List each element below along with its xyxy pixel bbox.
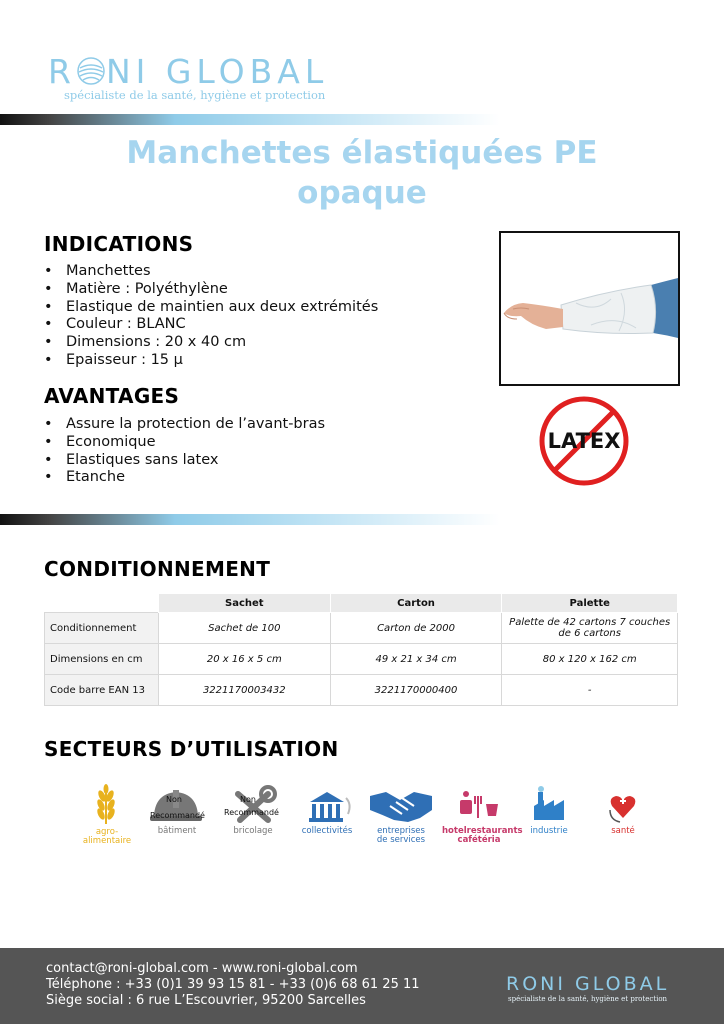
no-latex-badge xyxy=(537,394,631,488)
list-item: • Dimensions : 20 x 40 cm xyxy=(44,334,378,352)
row-label: Code barre EAN 13 xyxy=(45,675,159,706)
wheat-icon xyxy=(70,784,144,826)
sector-sante xyxy=(586,784,660,854)
table-cell: 3221170000400 xyxy=(330,675,502,706)
table-row xyxy=(45,675,678,706)
table-row xyxy=(45,644,678,675)
town-hall-icon xyxy=(290,784,364,826)
footer-phone-line: Téléphone : +33 (0)1 39 93 15 81 - +33 (0)6 68 61 25 11 xyxy=(46,977,420,992)
footer-contact xyxy=(46,961,420,1009)
table-cell: 20 x 16 x 5 cm xyxy=(158,644,330,675)
table-cell: Carton de 2000 xyxy=(330,613,502,644)
sector-label: entreprises xyxy=(377,826,425,836)
column-header: Sachet xyxy=(158,594,330,613)
table-row xyxy=(45,613,678,644)
prohibited-icon xyxy=(537,394,631,488)
logo-text: NI GLOBAL xyxy=(105,52,329,91)
list-item: • Epaisseur : 15 µ xyxy=(44,352,378,370)
arm-sleeve-illustration xyxy=(501,233,678,384)
sector-label: collectivités xyxy=(301,826,353,836)
brand-logo xyxy=(48,52,329,102)
table-cell: Sachet de 100 xyxy=(158,613,330,644)
list-item: • Couleur : BLANC xyxy=(44,316,378,334)
table-cell: 3221170003432 xyxy=(158,675,330,706)
brand-tagline: spécialiste de la santé, hygiène et protection xyxy=(64,88,326,102)
list-item: • Matière : Polyéthylène xyxy=(44,281,378,299)
divider-bar-middle xyxy=(0,514,500,525)
indications-list xyxy=(44,263,378,370)
hotel-icon xyxy=(442,784,516,826)
sector-label: restaurants xyxy=(466,826,523,836)
not-recommended-label: Recommandé xyxy=(224,808,279,817)
sector-bricolage xyxy=(216,784,290,854)
list-item: • Manchettes xyxy=(44,263,378,281)
list-item: • Economique xyxy=(44,434,325,452)
column-header: Palette xyxy=(502,594,678,613)
logo-letter: R xyxy=(48,52,76,91)
sector-hotel xyxy=(442,784,523,854)
tools-icon xyxy=(216,784,290,826)
handshake-icon xyxy=(364,784,438,826)
row-label: Dimensions en cm xyxy=(45,644,159,675)
not-recommended-label: Non xyxy=(166,795,182,804)
table-cell: 49 x 21 x 34 cm xyxy=(330,644,502,675)
conditionnement-heading: CONDITIONNEMENT xyxy=(44,557,271,581)
divider-bar-top xyxy=(0,114,500,125)
health-icon xyxy=(586,784,660,826)
column-header: Carton xyxy=(330,594,502,613)
sector-label: alimentaire xyxy=(82,836,132,846)
table-cell: 80 x 120 x 162 cm xyxy=(502,644,678,675)
table-cell: Palette de 42 cartons 7 couches de 6 cartons xyxy=(502,613,678,644)
sector-label: hotel xyxy=(442,826,467,836)
avantages-list xyxy=(44,416,325,487)
sector-label: bâtiment xyxy=(157,826,197,836)
list-item: • Etanche xyxy=(44,469,325,487)
footer-address-line: Siège social : 6 rue L’Escouvrier, 95200 Sarcelles xyxy=(46,993,366,1008)
sector-collectivites xyxy=(290,784,364,854)
sector-label: agro- xyxy=(95,827,119,837)
product-photo xyxy=(499,231,680,386)
sector-label: bricolage xyxy=(233,826,273,836)
footer-tagline: spécialiste de la santé, hygiène et protection xyxy=(508,995,668,1003)
not-recommended-label: Non xyxy=(240,795,256,804)
avantages-heading: AVANTAGES xyxy=(44,384,180,408)
packaging-table xyxy=(44,593,678,706)
footer-logo: RONI GLOBAL xyxy=(506,973,670,995)
sector-label: santé xyxy=(611,826,635,836)
table-cell: - xyxy=(502,675,678,706)
sector-icons xyxy=(70,784,670,854)
latex-label: LATEX xyxy=(547,429,621,453)
footer xyxy=(0,948,724,1024)
list-item: • Elastique de maintien aux deux extrémités xyxy=(44,299,378,317)
list-item: • Elastiques sans latex xyxy=(44,452,325,470)
row-label: Conditionnement xyxy=(45,613,159,644)
not-recommended-label: Recommandé xyxy=(150,811,205,820)
page-title: Manchettes élastiquées PE opaque xyxy=(126,135,598,211)
sector-label: industrie xyxy=(530,826,568,836)
secteurs-heading: SECTEURS D’UTILISATION xyxy=(44,737,339,761)
sector-agro xyxy=(70,784,144,854)
sector-label: de services xyxy=(376,835,426,845)
sector-batiment xyxy=(140,784,214,854)
sector-industrie xyxy=(512,784,586,854)
factory-icon xyxy=(512,784,586,826)
sector-label: cafétéria xyxy=(457,835,501,845)
list-item: • Assure la protection de l’avant-bras xyxy=(44,416,325,434)
globe-swirl-icon xyxy=(76,56,106,86)
indications-heading: INDICATIONS xyxy=(44,232,194,256)
sector-entreprises xyxy=(364,784,438,854)
footer-contact-line: contact@roni-global.com - www.roni-global.com xyxy=(46,961,358,976)
